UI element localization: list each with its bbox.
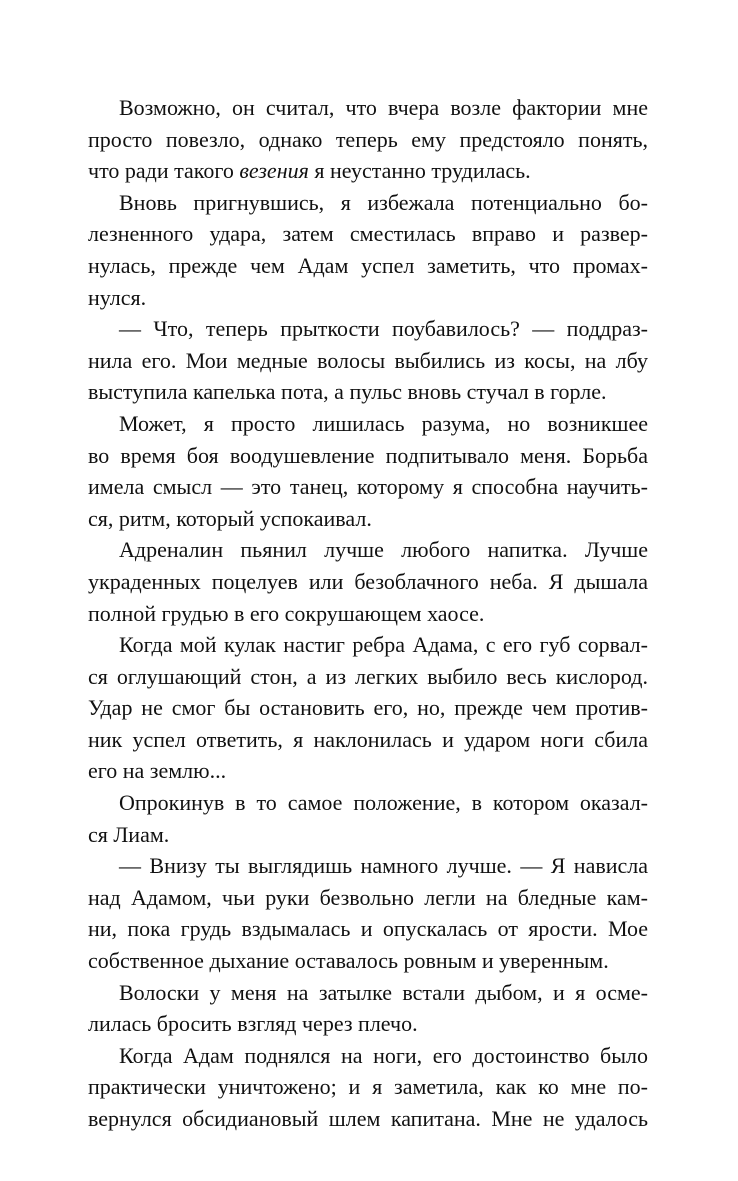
paragraph-6 (88, 629, 648, 787)
text-line: имела смысл — это танец, которому я способна научить- (88, 474, 648, 500)
text-line: нулась, прежде чем Адам успел заметить, что промах- (88, 252, 648, 278)
text-line: Вновь пригнувшись, я избежала потенциально бо- (119, 189, 648, 215)
text-line (88, 155, 648, 187)
text-line: Опрокинув в то самое положение, в котором оказал- (119, 790, 648, 816)
text-line: нулся. (88, 284, 147, 310)
text-line: Возможно, он считал, что вчера возле фактории мне (119, 95, 648, 120)
text-line: Когда мой кулак настиг ребра Адама, с его губ сорвал- (119, 632, 648, 658)
text-line: Адреналин пьянил лучше любого напитка. Лучше (119, 537, 648, 563)
text-line: лезненного удара, затем сместилась вправо и развер- (88, 221, 648, 247)
text-line: собственное дыхание оставалось ровным и уверенным. (88, 948, 609, 974)
text-line: ся Лиам. (88, 821, 170, 847)
text-line: нила его. Мои медные волосы выбились из косы, на лбу (88, 347, 648, 373)
text-line: просто повезло, однако теперь ему предстояло понять, (88, 126, 648, 152)
text-line: практически уничтожено; и я заметила, как ко мне по- (88, 1074, 648, 1100)
text-line: Удар не смог бы остановить его, но, прежде чем против- (88, 695, 648, 721)
text-line: Волоски у меня на затылке встали дыбом, и я осме- (119, 979, 648, 1005)
text-line: над Адамом, чьи руки безвольно легли на бледные кам- (88, 884, 648, 910)
text-run: я неустанно трудилась. (308, 158, 531, 184)
text-line: лилась бросить взгляд через плечо. (88, 1011, 418, 1037)
paragraph-4 (88, 408, 648, 534)
text-run: что ради такого (88, 158, 240, 184)
italic-word: везения (239, 158, 309, 184)
paragraph-3 (88, 313, 648, 408)
text-line: полной грудью в его сокрушающем хаосе. (88, 600, 485, 626)
text-line: украденных поцелуев или безоблачного неба. Я дышала (88, 568, 648, 594)
text-line: ся, ритм, который успокаивал. (88, 505, 372, 531)
text-line: ся оглушающий стон, а из легких выбило весь кислород. (88, 663, 648, 689)
text-line: ни, пока грудь вздымалась и опускалась от ярости. Мое (88, 916, 648, 942)
body-text (88, 92, 648, 1135)
text-line: Когда Адам поднялся на ноги, его достоинство было (119, 1042, 648, 1068)
text-line: — Внизу ты выглядишь намного лучше. — Я нависла (119, 853, 648, 879)
text-line: его на землю... (88, 758, 227, 784)
paragraph-8 (88, 850, 648, 976)
text-line: — Что, теперь прыткости поубавилось? — поддраз- (119, 316, 648, 342)
text-line: вернулся обсидиановый шлем капитана. Мне не удалось (88, 1106, 648, 1131)
text-line: Может, я просто лишилась разума, но возникшее (119, 410, 648, 436)
text-line: выступила капелька пота, а пульс вновь стучал в горле. (88, 379, 607, 405)
paragraph-9 (88, 977, 648, 1040)
paragraph-7 (88, 787, 648, 850)
paragraph-5 (88, 534, 648, 629)
paragraph-2 (88, 187, 648, 313)
text-line: во время боя воодушевление подпитывало меня. Борьба (88, 442, 648, 468)
paragraph-10 (88, 1040, 648, 1135)
text-line: ник успел ответить, я наклонилась и ударом ноги сбила (88, 726, 648, 752)
paragraph-1 (88, 92, 648, 187)
